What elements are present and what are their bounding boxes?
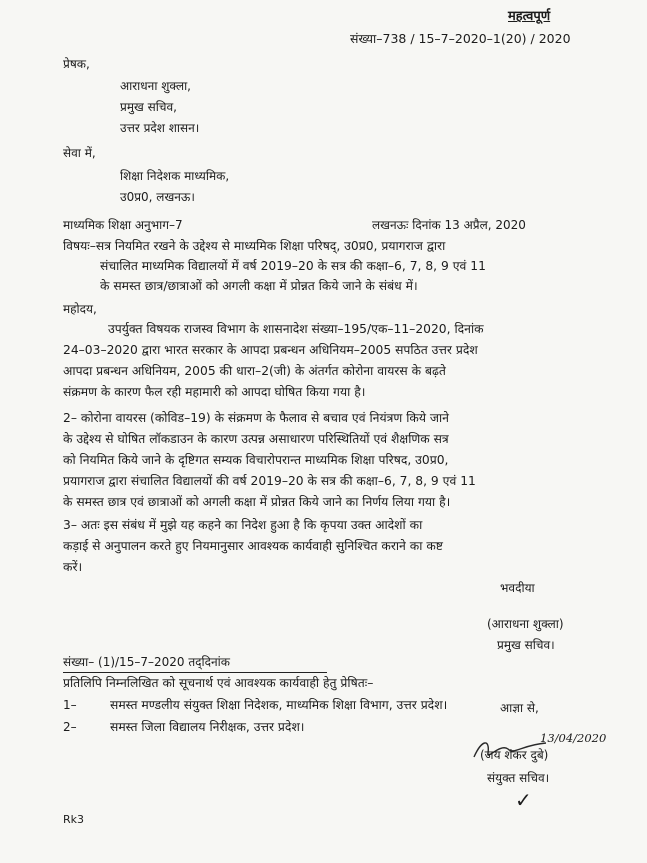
order-signatory-name: (जय शंकर दुबे) — [480, 748, 549, 762]
paragraph-line: कड़ाई से अनुपालन करते हुए नियमानुसार आवश्यक कार्यवाही सुनिश्चित कराने का कष्ट — [63, 539, 443, 553]
section-name: माध्यमिक शिक्षा अनुभाग–7 — [63, 218, 183, 232]
recipient-label: सेवा में, — [63, 146, 96, 160]
paragraph-line: के उद्देश्य से घोषित लॉकडाउन के कारण उत्पन्न असाधारण परिस्थितियों एवं शैक्षणिक सत्र — [63, 432, 449, 446]
sender-name: आराधना शुक्ला, — [120, 79, 192, 93]
sender-designation: प्रमुख सचिव, — [120, 100, 177, 114]
paragraph-line: करें। — [63, 560, 83, 574]
subject-line: के समस्त छात्र/छात्राओं को अगली कक्षा में प्रोन्नत किये जाने के संबंध में। — [100, 279, 418, 293]
salutation: महोदय, — [63, 302, 97, 316]
sender-label: प्रेषक, — [63, 57, 90, 71]
copy-reference: संख्या– (1)/15–7–2020 तद्‌दिनांक — [63, 655, 230, 669]
paragraph-line: आपदा प्रबन्धन अधिनियम, 2005 की धारा–2(जी) के अंतर्गत कोरोना वायरस के बढ़ते — [63, 364, 446, 378]
important-label: महत्वपूर्ण — [508, 9, 551, 24]
by-order: आज्ञा से, — [500, 701, 539, 715]
copy-item-number: 1– — [63, 698, 77, 712]
paragraph-line: के समस्त छात्र एवं छात्राओं को अगली कक्षा में प्रोन्नत किये जाने का निर्णय लिया गया है। — [63, 495, 451, 509]
subject-line: संचालित माध्यमिक विद्यालयों में वर्ष 2019–20 के सत्र की कक्षा–6, 7, 8, 9 एवं 11 — [100, 259, 486, 273]
subject-line: विषयः–सत्र नियमित रखने के उद्देश्य से माध्यमिक शिक्षा परिषद्, उ0प्र0, प्रयागराज द्वारा — [63, 239, 446, 253]
paragraph-line: को नियमित किये जाने के दृष्टिगत सम्यक विचारोपरान्त माध्यमिक शिक्षा परिषद, उ0प्र0, — [63, 453, 449, 467]
paragraph-line: 3– अतः इस संबंध में मुझे यह कहने का निदेश हुआ है कि कृपया उक्त आदेशों का — [63, 518, 423, 532]
copy-intro: प्रतिलिपि निम्नलिखित को सूचनार्थ एवं आवश्यक कार्यवाही हेतु प्रेषितः– — [63, 676, 374, 690]
copy-item-number: 2– — [63, 720, 77, 734]
handwritten-date: 13/04/2020 — [540, 731, 607, 745]
recipient-name: शिक्षा निदेशक माध्यमिक, — [120, 169, 230, 183]
copy-reference-underline — [63, 672, 327, 673]
check-mark: ✓ — [515, 788, 532, 812]
paragraph-line: 24–03–2020 द्वारा भारत सरकार के आपदा प्रबन्धन अधिनियम–2005 सपठित उत्तर प्रदेश — [63, 343, 478, 357]
copy-item-text: समस्त मण्डलीय संयुक्त शिक्षा निदेशक, माध्यमिक शिक्षा विभाग, उत्तर प्रदेश। — [110, 698, 448, 712]
letter-date: लखनऊः दिनांक 13 अप्रैल, 2020 — [372, 218, 526, 232]
closing: भवदीया — [500, 581, 535, 595]
signature-designation: प्रमुख सचिव। — [497, 638, 555, 652]
copy-item-text: समस्त जिला विद्यालय निरीक्षक, उत्तर प्रदेश। — [110, 720, 305, 734]
signature-name: (आराधना शुक्ला) — [487, 617, 564, 631]
footer-code: Rk3 — [63, 813, 85, 826]
paragraph-line: 2– कोरोना वायरस (कोविड–19) के संक्रमण के फैलाव से बचाव एवं नियंत्रण किये जाने — [63, 411, 450, 425]
paragraph-line: उपर्युक्त विषयक राजस्व विभाग के शासनादेश संख्या–195/एक–11–2020, दिनांक — [108, 322, 484, 336]
paragraph-line: प्रयागराज द्वारा संचालित विद्यालयों की वर्ष 2019–20 के सत्र की कक्षा–6, 7, 8, 9 एवं 11 — [63, 474, 476, 488]
reference-number: संख्या–738 / 15–7–2020–1(20) / 2020 — [350, 31, 571, 46]
sender-office: उत्तर प्रदेश शासन। — [120, 121, 200, 135]
paragraph-line: संक्रमण के कारण फैल रही महामारी को आपदा घोषित किया गया है। — [63, 385, 366, 399]
order-signatory-designation: संयुक्त सचिव। — [487, 771, 550, 785]
recipient-place: उ0प्र0, लखनऊ। — [120, 190, 195, 204]
